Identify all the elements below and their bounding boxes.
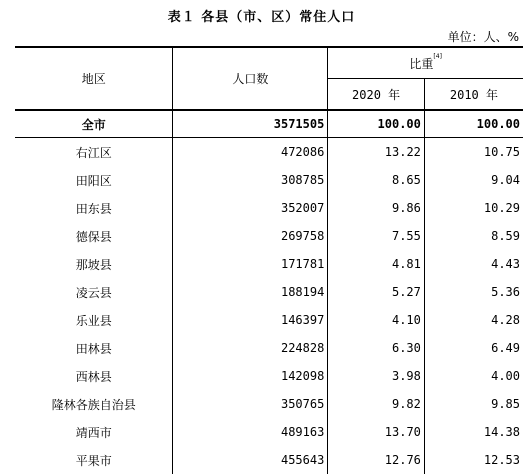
ratio-2020-value: 7.55	[328, 222, 425, 250]
ratio-2010-value: 100.00	[424, 110, 523, 138]
area-name: 田阳区	[15, 166, 173, 194]
unit-label: 单位：人、%	[447, 30, 519, 44]
area-name: 西林县	[15, 362, 173, 390]
table-row	[15, 194, 523, 222]
ratio-2010-value: 14.38	[483, 425, 520, 439]
ratio-2020-value: 13.70	[328, 418, 425, 446]
table-title: 表１ 各县（市、区）常住人口	[167, 10, 356, 25]
area-name: 靖西市	[15, 418, 173, 446]
ratio-2020-value: 8.65	[328, 166, 425, 194]
area-name: 右江区	[15, 138, 173, 167]
ratio-2020-value: 6.30	[328, 334, 425, 362]
table-row	[15, 446, 523, 474]
ratio-2020-value: 5.27	[328, 278, 425, 306]
population-value: 455643	[173, 446, 328, 474]
area-name: 田东县	[15, 194, 173, 222]
ratio-2020-value: 4.10	[328, 306, 425, 334]
ratio-2010-value: 4.28	[491, 313, 520, 327]
population-value: 350765	[173, 390, 328, 418]
footnote-marker[interactable]: [4]	[433, 52, 442, 60]
population-value: 188194	[173, 278, 328, 306]
header-ratio	[328, 47, 523, 79]
population-value: 489163	[173, 418, 328, 446]
ratio-2020-value: 3.98	[328, 362, 425, 390]
ratio-2020-value: 100.00	[328, 110, 425, 138]
population-value: 146397	[173, 306, 328, 334]
table-row	[15, 166, 523, 194]
table-row	[15, 138, 523, 167]
population-table	[15, 46, 523, 474]
ratio-2010-value: 4.43	[491, 257, 520, 271]
table-row	[15, 306, 523, 334]
area-name: 田林县	[15, 334, 173, 362]
ratio-2010-value: 6.49	[491, 341, 520, 355]
header-area: 地区	[15, 47, 173, 110]
ratio-2010-value: 10.75	[483, 145, 520, 159]
ratio-2020-value: 9.86	[328, 194, 425, 222]
area-name: 平果市	[15, 446, 173, 474]
population-value: 224828	[173, 334, 328, 362]
ratio-2010-value: 9.04	[491, 173, 520, 187]
population-value: 352007	[173, 194, 328, 222]
ratio-2020-value: 12.76	[328, 446, 425, 474]
ratio-2020-value: 4.81	[328, 250, 425, 278]
header-population: 人口数	[173, 47, 328, 110]
ratio-2010-value: 9.85	[491, 397, 520, 411]
table-row	[15, 250, 523, 278]
ratio-2010-value: 5.36	[491, 285, 520, 299]
area-name: 那坡县	[15, 250, 173, 278]
ratio-2010-value: 10.29	[483, 201, 520, 215]
population-value: 308785	[173, 166, 328, 194]
population-value: 142098	[173, 362, 328, 390]
area-name: 隆林各族自治县	[15, 390, 173, 418]
population-value: 269758	[173, 222, 328, 250]
table-row	[15, 390, 523, 418]
population-value: 3571505	[173, 110, 328, 138]
table-row	[15, 334, 523, 362]
table-row	[15, 222, 523, 250]
area-name: 凌云县	[15, 278, 173, 306]
table-row-total	[15, 110, 523, 138]
table-row	[15, 362, 523, 390]
population-value: 472086	[173, 138, 328, 167]
area-name: 德保县	[15, 222, 173, 250]
population-value: 171781	[173, 250, 328, 278]
area-name: 乐业县	[15, 306, 173, 334]
header-year-2010: 2010 年	[424, 79, 523, 111]
header-ratio-label: 比重	[409, 56, 434, 71]
ratio-2020-value: 13.22	[328, 138, 425, 167]
header-year-2020: 2020 年	[328, 79, 425, 111]
ratio-2010-value: 4.00	[491, 369, 520, 383]
ratio-2010-value: 8.59	[491, 229, 520, 243]
ratio-2020-value: 9.82	[328, 390, 425, 418]
ratio-2010-value: 12.53	[483, 453, 520, 467]
table-row	[15, 278, 523, 306]
table-row	[15, 418, 523, 446]
area-name: 全市	[15, 110, 173, 138]
